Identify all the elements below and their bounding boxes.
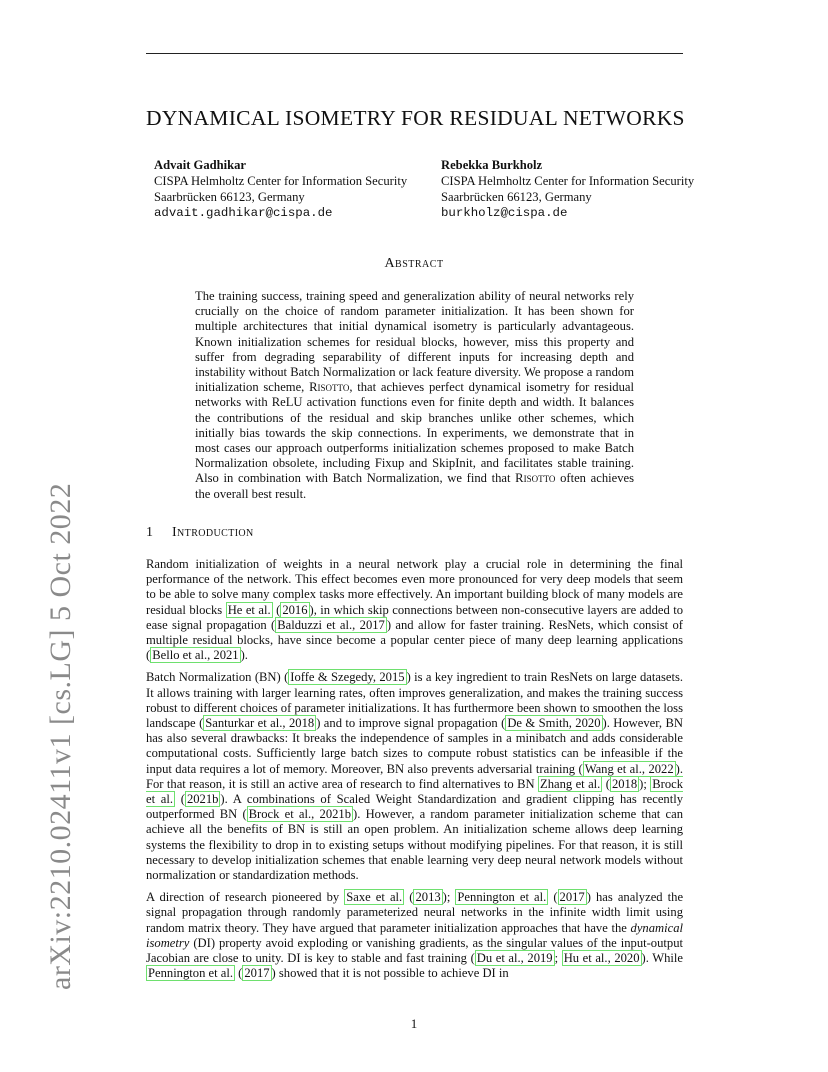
author-address: Saarbrücken 66123, Germany xyxy=(441,190,592,204)
citation-link[interactable]: 2016 xyxy=(282,602,308,617)
author-email[interactable]: advait.gadhikar@cispa.de xyxy=(154,206,333,220)
citation-link[interactable]: 2017 xyxy=(244,966,270,981)
citation-link[interactable]: Bello et al., 2021 xyxy=(152,648,239,663)
citation-link[interactable]: Brock et al. xyxy=(146,776,684,807)
paragraph-2: Batch Normalization (BN) ( Ioffe & Szegedy, 2015 ) is a key ingredient to train ResNets on large datasets. It allows training with larger learning rates, often improves generalization, and makes the training success robust to different choices of parameter initializations. It has furthermore been shown to smoothen the loss landscape ( Santurkar et al., 2018 ) and to improve signal propagation ( De & Smith, 2020 ). However, BN has also several drawbacks: It breaks the independence of samples in a minibatch and adds considerable computational costs. Sufficiently large batch sizes to compute robust statistics can be infeasible if the input data requires a lot of memory. Moreover, BN also prevents adversarial training ( Wang et al., 2022 ). For that reason, it is still an active area of research to find alternatives to BN Zhang et al. ( 2018 ); Brock et al. ( 2021b ). A combinations of Scaled Weight Standardization and gradient clipping has recently outperformed BN ( Brock et al., 2021b ). However, a random parameter initialization scheme that can achieve all the benefits of BN is still an open problem. An initialization scheme allows deep learning systems the flexibility to drop in to existing setups without modifying pipelines. For that reason, it is still necessary to develop initialization schemes that enable learning very deep neural network models without normalization or standardization methods. xyxy=(146,670,684,883)
citation-link[interactable]: Santurkar et al., 2018 xyxy=(205,716,315,731)
section-heading: 1 Introduction xyxy=(146,525,254,540)
paper-title: DYNAMICAL ISOMETRY FOR RESIDUAL NETWORKS xyxy=(146,106,685,130)
citation-link[interactable]: Ioffe & Szegedy, 2015 xyxy=(290,670,405,685)
body-text xyxy=(146,557,683,988)
citation-link[interactable]: Zhang et al. xyxy=(540,776,601,791)
citation-link[interactable]: Du et al., 2019 xyxy=(476,951,553,966)
citation-link[interactable]: Wang et al., 2022 xyxy=(584,761,674,776)
author-email[interactable]: burkholz@cispa.de xyxy=(441,206,568,220)
author-block-2 xyxy=(441,157,694,221)
author-block-1 xyxy=(154,157,407,221)
author-name: Advait Gadhikar xyxy=(154,158,247,172)
author-address: Saarbrücken 66123, Germany xyxy=(154,190,305,204)
abstract-text: The training success, training speed and generalization ability of neural networks rely crucially on the choice of random parameter initialization. It has been shown for multiple architectures that initial dynamical isometry is particularly advantageous. Known initialization schemes for residual blocks, however, miss this property and suffer from degrading separability of different inputs for increasing depth and instability without Batch Normalization or lack feature diversity. We propose a random initialization scheme, Risotto, that achieves perfect dynamical isometry for residual networks with ReLU activation functions even for finite depth and width. It balances the contributions of the residual and skip branches unlike other schemes, which initially bias towards the skip connections. In experiments, we demonstrate that in most cases our approach outperforms initialization schemes proposed to make Batch Normalization obsolete, including Fixup and SkipInit, and facilitates stable training. Also in combination with Batch Normalization, we find that Risotto often achieves the overall best result. xyxy=(195,289,634,501)
paragraph-3: A direction of research pioneered by Saxe et al. ( 2013 ); Pennington et al. ( 2017 ) has analyzed the signal propagation through randomly parameterized neural networks in the infinite width limit using random matrix theory. They have argued that parameter initialization approaches that have the dynamical isometry (DI) property avoid exploding or vanishing gradients, as the singular values of the input-output Jacobian are close to unity. DI is key to stable and fast training ( Du et al., 2019 ; Hu et al., 2020 ). While Pennington et al. ( 2017 ) showed that it is not possible to achieve DI in xyxy=(146,890,684,981)
citation-link[interactable]: 2017 xyxy=(559,890,585,905)
author-affiliation: CISPA Helmholtz Center for Information Security xyxy=(441,174,695,188)
citation-link[interactable]: Saxe et al. xyxy=(346,890,403,905)
citation-link[interactable]: De & Smith, 2020 xyxy=(507,716,601,731)
citation-link[interactable]: Hu et al., 2020 xyxy=(563,951,640,966)
top-rule xyxy=(146,53,683,54)
citation-link[interactable]: Balduzzi et al., 2017 xyxy=(277,617,385,632)
author-name: Rebekka Burkholz xyxy=(441,158,543,172)
author-affiliation: CISPA Helmholtz Center for Information Security xyxy=(154,174,408,188)
citation-link[interactable]: Brock et al., 2021b xyxy=(248,807,352,822)
abstract-heading: Abstract xyxy=(384,256,444,271)
citation-link[interactable]: 2021b xyxy=(186,792,219,807)
citation-link[interactable]: He et al. xyxy=(227,602,271,617)
citation-link[interactable]: Pennington et al. xyxy=(148,966,233,981)
citation-link[interactable]: Pennington et al. xyxy=(457,890,547,905)
citation-link[interactable]: 2013 xyxy=(415,890,441,905)
paragraph-1: Random initialization of weights in a neural network play a crucial role in determining the final performance of the network. This effect becomes even more pronounced for very deep models that seem to be able to solve many complex tasks more effectively. An important building block of many models are residual blocks He et al. ( 2016 ), in which skip connections between non-consecutive layers are added to ease signal propagation ( Balduzzi et al., 2017 ) and allow for faster training. ResNets, which consist of multiple residual blocks, have since become a popular center piece of many deep learning applications ( Bello et al., 2021 ). xyxy=(146,557,684,663)
arxiv-stamp: arXiv:2210.02411v1 [cs.LG] 5 Oct 2022 xyxy=(44,482,77,990)
page-number: 1 xyxy=(410,1016,418,1031)
citation-link[interactable]: 2018 xyxy=(611,776,638,791)
